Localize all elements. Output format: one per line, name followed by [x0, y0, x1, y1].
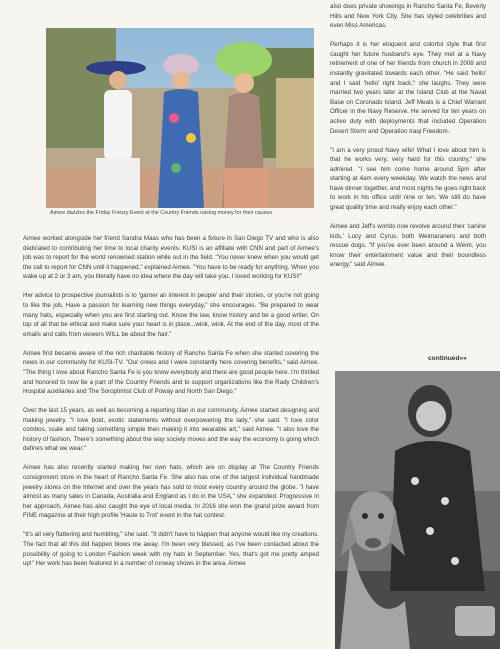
- event-photo-illustration: [46, 28, 314, 208]
- body-paragraph: "It's all very flattering and humbling," she said. "It didn't have to happen that anyone would like my creations. The fact that all this did happen blows me away. I'm been very blessed, as I've been contacted about the possibility of going to London Fashion week with my hats in September. Yes, that's got me pretty amped up!" Her work has been featured in a number of runway shows in the area. Aimee: [23, 531, 319, 568]
- body-paragraph: Aimee has also recently started making her own hats, which are on display at The Country Friends consignment store in the heart of Rancho Santa Fe. She also has one of the largest individual handmade jewelry stores on the Internet and over the years has sold to most every country around the globe. "I have almost as many sales in Canada, Australia and England as I do in the USA," she expanded. Progressive in her approach, Aimee has also caught the eye of local media. In 2016 she won the grand prize award from FINE magazine at their high profile 'Haute to Trot' event in the hat contest.: [23, 464, 319, 520]
- body-paragraph: Perhaps it is her eloquent and colorful style that first caught her future husband's eye. They met at a Navy retirement of one of her friends from church in 2008 and instantly gravitated towards each other. "He said 'hello' and I said 'hello' right back," she laughs. They were married two years later at the Island Club at the Naval Base on Coronado Island. Jeff Meals is a Chief Warrant Officer in the Navy Reserve. He served for ten years on active duty with deployments that included Operation Desert Storm and Operation Iraqi Freedom.: [330, 41, 486, 135]
- body-paragraph: Aimee first became aware of the rich charitable history of Rancho Santa Fe when she started covering the news in our community for KUSI-TV. "Our crews and I were constantly here covering benefits," said Aimee. "The thing I love about Rancho Santa Fe is you know everybody and there are good people here. I'm thrilled and honored to now be a part of the Country Friends and to support organizations like the Rady Children's Hospital auxiliaries and The Soroptimist Club of Poway and North San Diego.": [23, 349, 319, 396]
- body-paragraph: also does private showings in Rancho Santa Fe, Beverly Hills and New York City. She has styled celebrities and even Miss Americas.: [330, 3, 486, 30]
- body-paragraph: Over the last 15 years, as well as becoming a reporting titan in our community, Aimee started designing and making jewelry. "I love bold, exotic statements without overpowering the lady," she said. "I love color combos, scale and taking something simple then making it into wearable art," said Aimee. "I also love the history of fashion. There's something about the way society moves and the way the economy is going which defines what we wear.": [23, 407, 319, 453]
- body-paragraph: Her advice to prospective journalists is to 'garner an interest in people' and their stories, or you're not going to like the job. Have a passion for learning new things everyday," she encourages. "Be prepared to wear many hats, especially when you are first starting out. Know the law, know history and be a good writer. On top of all that be ethical and make sure your heart is in place...wink, wink. At the end of the day, most of the emails and calls from viewers WILL be about the hair.": [23, 292, 319, 338]
- dog-photo-illustration: [335, 371, 500, 649]
- body-paragraph: "I am a very proud Navy wife! What I love about him is that he works very, very hard for this country," she admired. "I see him come home around 5pm after starting at 4am every weekday. We watch the news and have dinner together, and most nights he goes right back to work in his office until nine or ten. We still do have great quality time and really enjoy each other.": [330, 146, 486, 212]
- photo-caption: Aimee dazzles the Friday Frenzy Event at the Country Friends raising money for their causes: [50, 210, 273, 216]
- event-photo: [46, 28, 314, 208]
- right-column: [330, 2, 486, 279]
- body-paragraph: Aimee worked alongside her friend Sandra Maas who has been a fixture in San Diego TV and who is also dedicated to contributing her time to local charity events. KUSI is an affiliate with CNN and part of Aimee's job was to report for the world renowned station while out in the field. "You never knew when you would get the call to report for CNN until it happened," explained Aimee. "You have to be ready for anything. When you wake up at 2 or 3 am, you literally have no idea where the day will take you. I loved working for KUSI!": [23, 235, 319, 281]
- body-paragraph: Aimee and Jeff's worlds now revolve around their 'canine kids,' Lucy and Cyrus, both Weimaraners and both rescue dogs. "If you've ever been around a Weim, you know their entertainment value and their boundless energy," said Aimee.: [330, 223, 486, 269]
- left-column: [23, 234, 319, 578]
- dog-photo: [335, 371, 500, 649]
- continued-label: continued»»: [428, 355, 467, 362]
